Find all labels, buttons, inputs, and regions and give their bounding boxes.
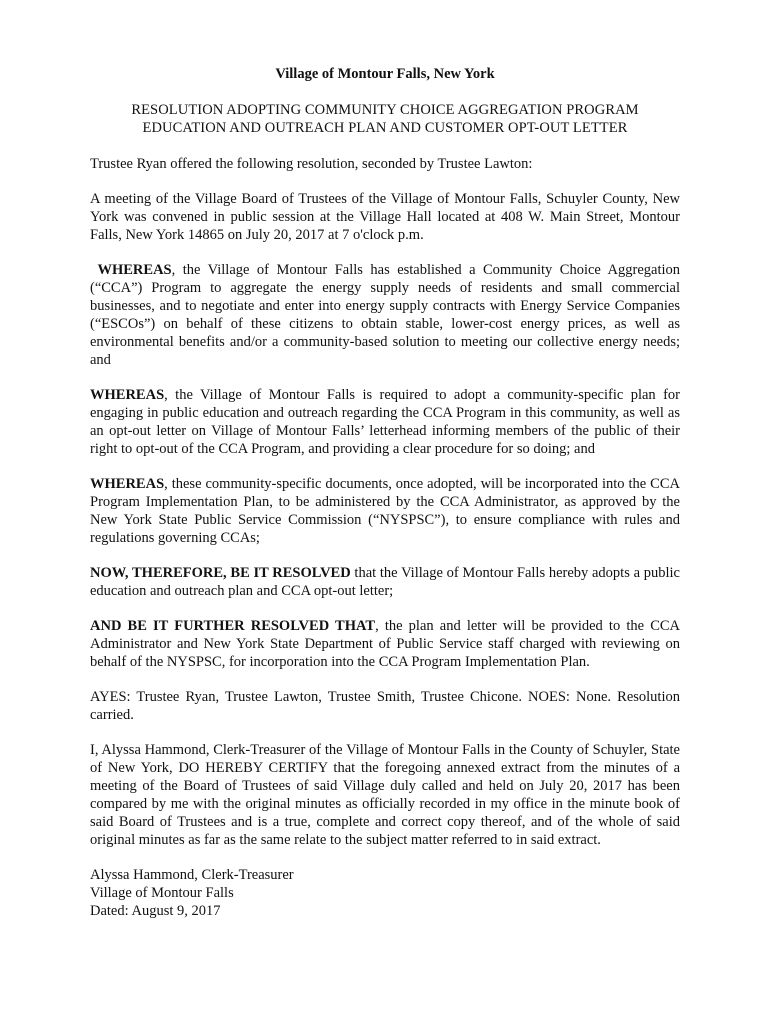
- whereas-lead: WHEREAS: [90, 387, 165, 403]
- signature-date: Dated: August 9, 2017: [90, 903, 221, 919]
- whereas-lead: WHEREAS: [90, 476, 165, 492]
- whereas-lead: WHEREAS: [97, 262, 172, 278]
- certification-paragraph: I, Alyssa Hammond, Clerk-Treasurer of the Village of Montour Falls in the County of Schuyler, State of New York, DO HEREBY CERTIFY that the foregoing annexed extract from the minutes of a meeting of the Board of Trustees of said Village duly called and held on July 20, 2017 has been compared by me with the original minutes as officially recorded in my office in the minute book of said Board of Trustees and is a true, complete and correct copy thereof, and of the whole of said original minutes as far as the same relate to the subject matter referred to in said extract.: [90, 742, 680, 848]
- whereas-text: , the Village of Montour Falls has established a Community Choice Aggregation (“CCA”) Program to aggregate the energy supply needs of residents and small commercial businesses, and to negotiate and enter into energy supply contracts with Energy Service Companies (“ESCOs”) on behalf of these citizens to obtain stable, lower-cost energy prices, as well as environmental benefits and/or a community-based solution to meeting our collective energy needs; and: [90, 262, 680, 368]
- signer-organization: Village of Montour Falls: [90, 885, 234, 901]
- resolved-paragraph: [90, 564, 680, 600]
- further-resolved-lead: AND BE IT FURTHER RESOLVED THAT: [90, 618, 376, 634]
- whereas-text: , the Village of Montour Falls is required to adopt a community-specific plan for engaging in public education and outreach regarding the CCA Program in this community, as well as an opt-out letter on Village of Montour Falls’ letterhead informing members of the public of their right to opt-out of the CCA Program, and providing a clear procedure for so doing; and: [90, 387, 680, 457]
- resolved-lead: NOW, THEREFORE, BE IT RESOLVED: [90, 565, 351, 581]
- whereas-text: , these community-specific documents, once adopted, will be incorporated into the CCA Program Implementation Plan, to be administered by the CCA Administrator, as approved by the New York State Public Service Commission (“NYSPSC”), to ensure compliance with rules and regulations governing CCAs;: [90, 476, 680, 546]
- resolution-heading-line1: RESOLUTION ADOPTING COMMUNITY CHOICE AGGREGATION PROGRAM: [131, 102, 639, 118]
- further-resolved-text: , the plan and letter will be provided to the CCA Administrator and New York State Department of Public Service staff charged with reviewing on behalf of the NYSPSC, for incorporation into the CCA Program Implementation Plan.: [90, 618, 681, 670]
- meeting-paragraph: A meeting of the Village Board of Trustees of the Village of Montour Falls, Schuyler County, New York was convened in public session at the Village Hall located at 408 W. Main Street, Montour Falls, New York 14865 on July 20, 2017 at 7 o'clock p.m.: [90, 191, 680, 243]
- resolution-heading: [90, 101, 680, 137]
- resolution-heading-line2: EDUCATION AND OUTREACH PLAN AND CUSTOMER OPT-OUT LETTER: [142, 120, 628, 136]
- whereas-paragraph-1: [90, 261, 680, 369]
- signer-name: Alyssa Hammond, Clerk-Treasurer: [90, 867, 294, 883]
- whereas-paragraph-3: [90, 475, 680, 547]
- resolved-text: that the Village of Montour Falls hereby adopts a public education and outreach plan and CCA opt-out letter;: [90, 565, 680, 599]
- signature-block: [90, 866, 680, 920]
- whereas-paragraph-2: [90, 386, 680, 458]
- vote-paragraph: AYES: Trustee Ryan, Trustee Lawton, Trustee Smith, Trustee Chicone. NOES: None. Resolution carried.: [90, 689, 680, 723]
- further-resolved-paragraph: [90, 617, 680, 671]
- document-title: Village of Montour Falls, New York: [275, 66, 495, 82]
- intro-paragraph: Trustee Ryan offered the following resolution, seconded by Trustee Lawton:: [90, 156, 533, 172]
